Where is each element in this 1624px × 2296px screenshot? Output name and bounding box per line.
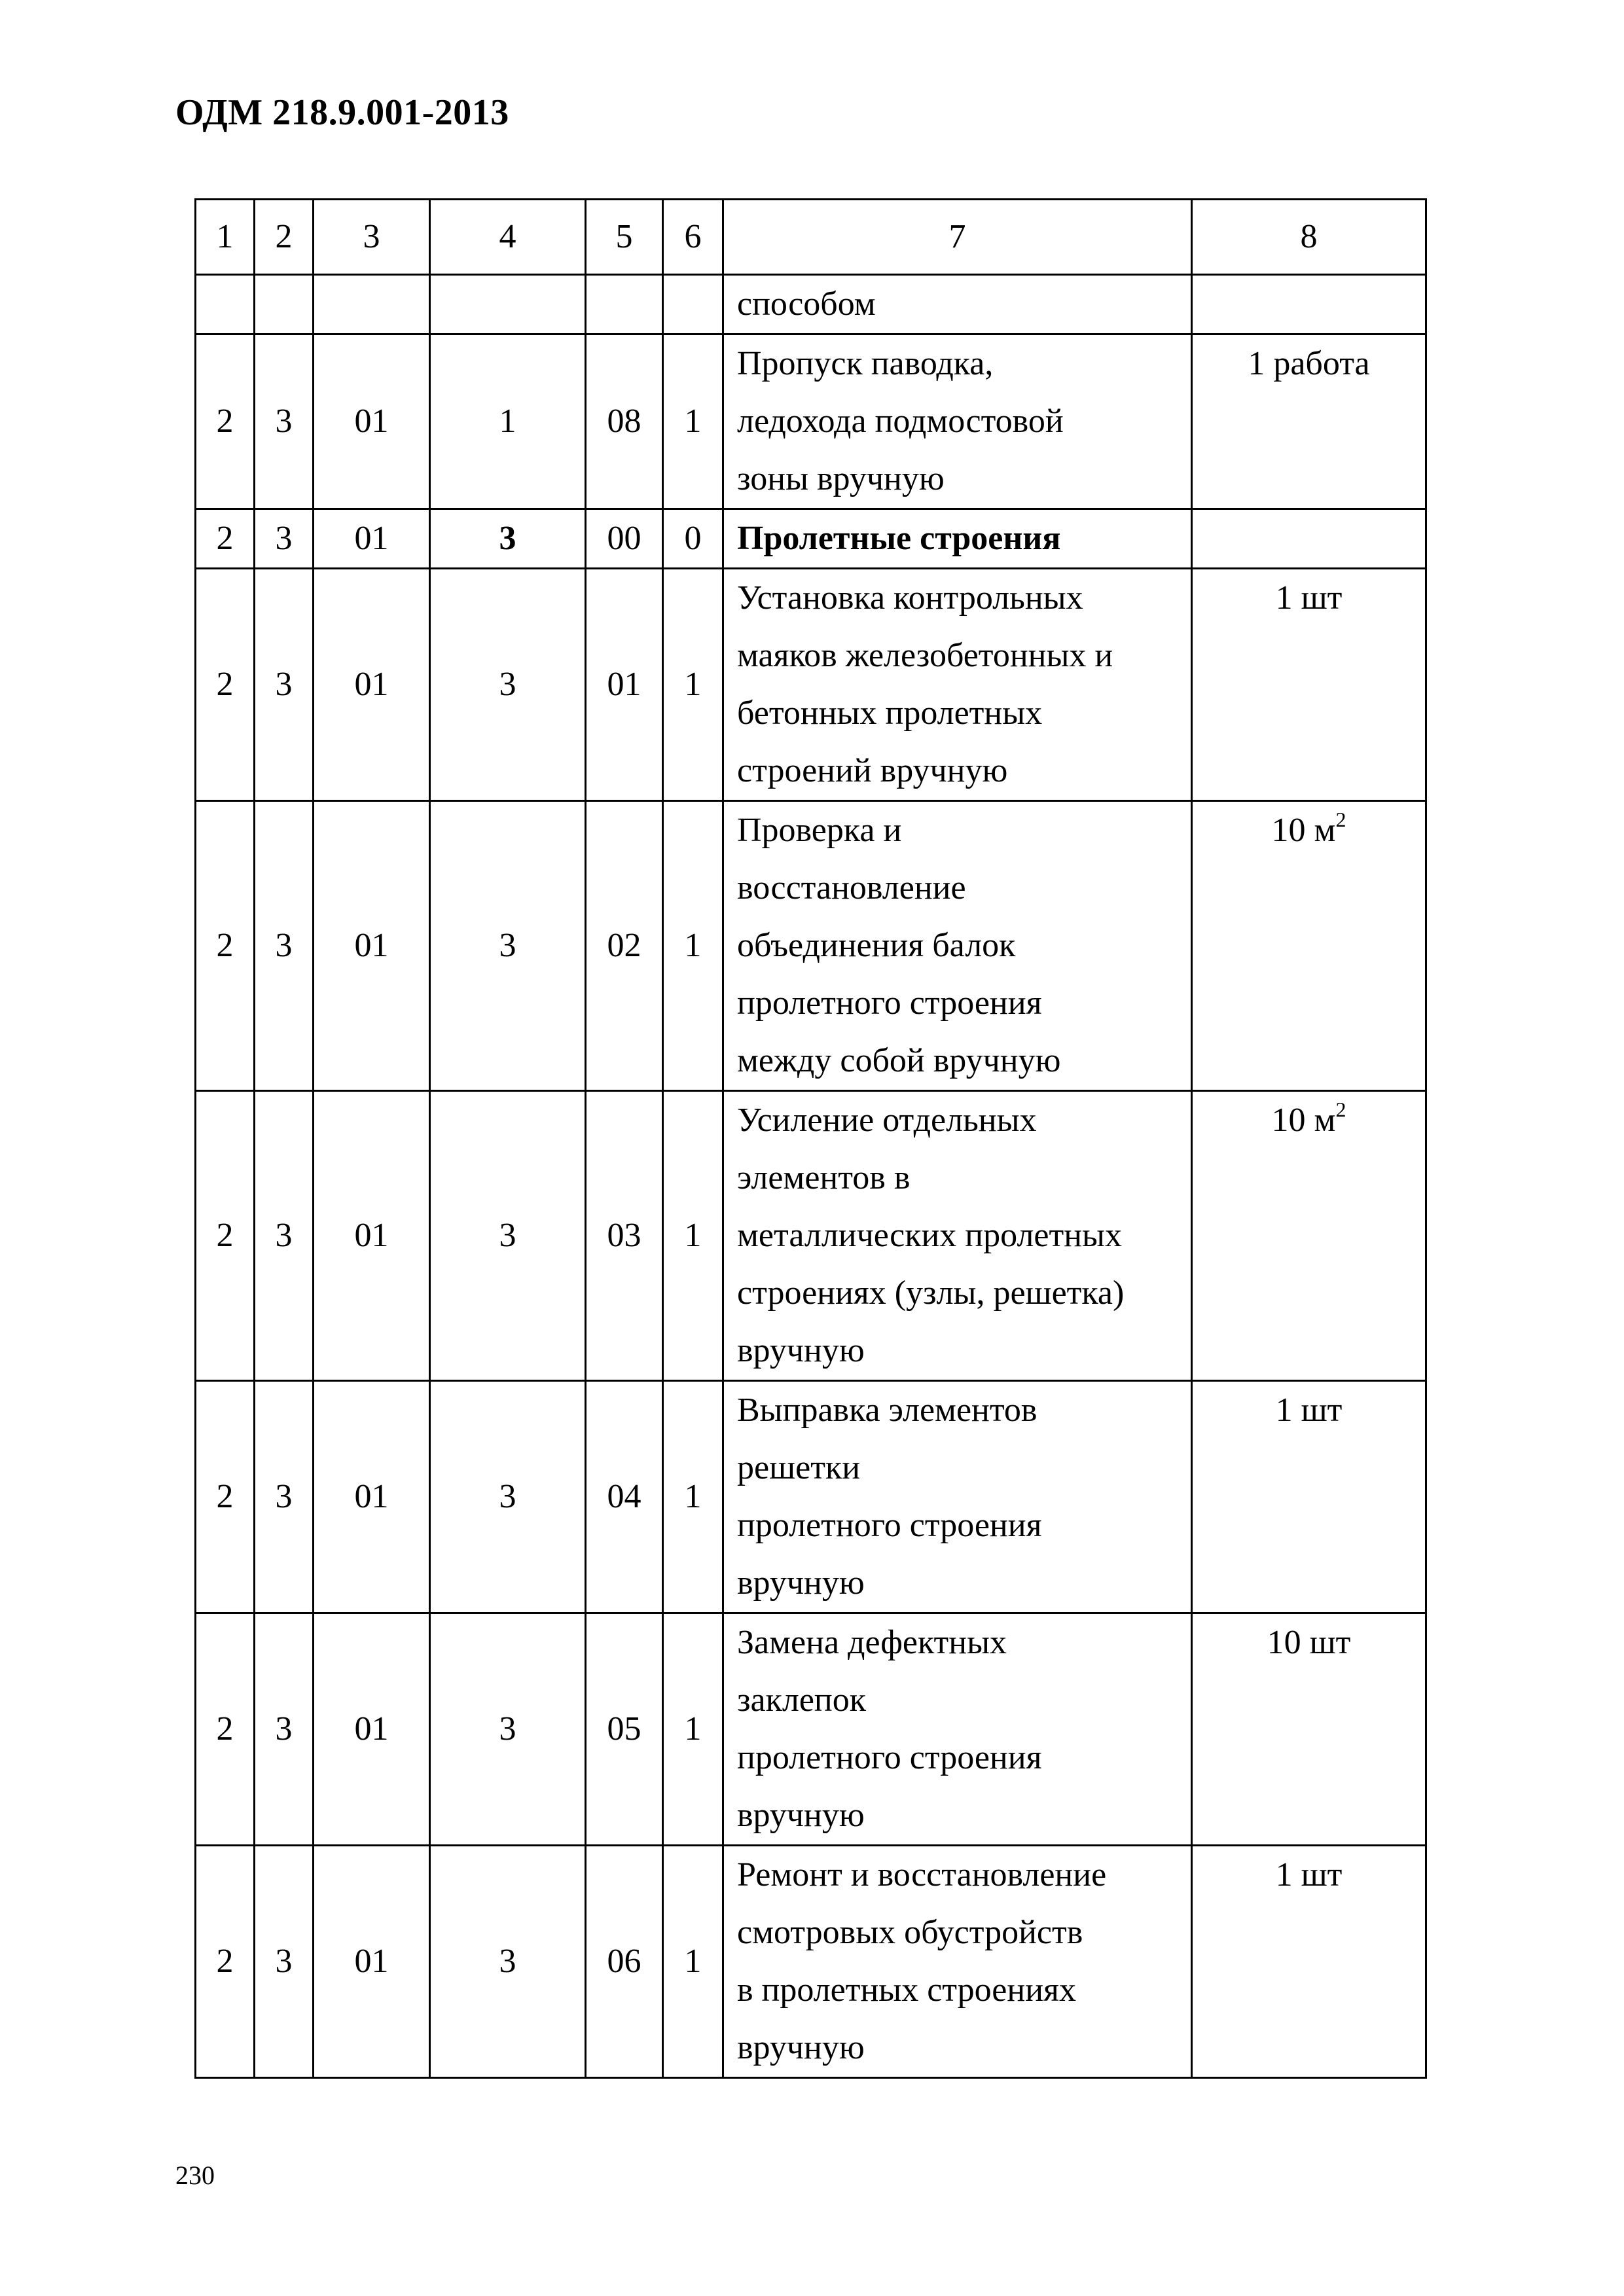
unit-superscript: 2	[1335, 807, 1346, 831]
description-line: Пропуск паводка,	[737, 345, 994, 382]
description-line: пролетного строения	[737, 1507, 1042, 1544]
code-cell-c6: 1	[663, 1846, 723, 2078]
document-code: ОДМ 218.9.001-2013	[175, 92, 509, 133]
unit-cell	[1192, 1381, 1426, 1613]
description-line: пролетного строения	[737, 984, 1042, 1022]
description-line: в пролетных строениях	[737, 1971, 1076, 2009]
table-row	[196, 569, 1426, 801]
code-cell-c4	[430, 275, 586, 334]
code-cell-c6: 1	[663, 1613, 723, 1846]
code-cell-c1: 2	[196, 334, 255, 509]
description-line: ледохода подмостовой	[737, 403, 1064, 440]
description-line: Усиление отдельных	[737, 1102, 1037, 1139]
code-cell-c2: 3	[255, 334, 314, 509]
unit-text: 10 м	[1271, 812, 1336, 849]
unit-text: 1 работа	[1248, 345, 1370, 382]
code-cell-c4: 3	[430, 801, 586, 1091]
unit-cell	[1192, 334, 1426, 509]
work-description-cell	[723, 1613, 1192, 1846]
description-line: Замена дефектных	[737, 1624, 1007, 1661]
description-line: зоны вручную	[737, 460, 945, 497]
code-cell-c5: 02	[586, 801, 663, 1091]
code-cell-c5: 01	[586, 569, 663, 801]
table-row	[196, 1091, 1426, 1381]
code-cell-c2: 3	[255, 1381, 314, 1613]
code-cell-c1	[196, 275, 255, 334]
description-line: вручную	[737, 1332, 865, 1369]
code-cell-c4: 1	[430, 334, 586, 509]
table-row	[196, 1381, 1426, 1613]
code-cell-c1: 2	[196, 801, 255, 1091]
code-cell-c5	[586, 275, 663, 334]
description-line: маяков железобетонных и	[737, 637, 1113, 674]
unit-cell	[1192, 1613, 1426, 1846]
description-line: Проверка и	[737, 812, 902, 849]
work-description-cell	[723, 1091, 1192, 1381]
code-cell-c3: 01	[314, 1846, 430, 2078]
code-cell-c6	[663, 275, 723, 334]
description-line: вручную	[737, 2029, 865, 2066]
table-row	[196, 275, 1426, 334]
code-cell-c6: 1	[663, 569, 723, 801]
unit-text: 10 шт	[1267, 1624, 1351, 1661]
code-cell-c2	[255, 275, 314, 334]
unit-cell	[1192, 569, 1426, 801]
code-cell-c1: 2	[196, 509, 255, 569]
description-line: металлических пролетных	[737, 1217, 1122, 1254]
description-line: способом	[737, 285, 876, 323]
code-cell-c3: 01	[314, 509, 430, 569]
code-cell-c3: 01	[314, 1091, 430, 1381]
code-cell-c6: 1	[663, 1381, 723, 1613]
code-cell-c2: 3	[255, 509, 314, 569]
code-cell-c4: 3	[430, 509, 586, 569]
unit-cell	[1192, 801, 1426, 1091]
code-cell-c5: 06	[586, 1846, 663, 2078]
table-row	[196, 801, 1426, 1091]
code-cell-c3: 01	[314, 1613, 430, 1846]
unit-cell	[1192, 275, 1426, 334]
code-cell-c1: 2	[196, 1846, 255, 2078]
code-cell-c3: 01	[314, 1381, 430, 1613]
classifier-table	[194, 198, 1427, 2079]
code-cell-c1: 2	[196, 1381, 255, 1613]
page-number: 230	[175, 2161, 215, 2190]
code-cell-c2: 3	[255, 801, 314, 1091]
code-cell-c3: 01	[314, 569, 430, 801]
code-cell-c6: 1	[663, 334, 723, 509]
unit-text: 1 шт	[1275, 579, 1343, 617]
code-cell-c5: 00	[586, 509, 663, 569]
table-row	[196, 1613, 1426, 1846]
description-line: строениях (узлы, решетка)	[737, 1274, 1125, 1312]
description-line: элементов в	[737, 1159, 911, 1196]
description-line: объединения балок	[737, 927, 1016, 964]
code-cell-c4: 3	[430, 569, 586, 801]
work-description-cell	[723, 1381, 1192, 1613]
code-cell-c2: 3	[255, 1613, 314, 1846]
code-cell-c5: 05	[586, 1613, 663, 1846]
work-description-cell	[723, 569, 1192, 801]
table-row	[196, 509, 1426, 569]
work-description-cell	[723, 509, 1192, 569]
column-header: 3	[314, 200, 430, 275]
description-line: Пролетные строения	[737, 520, 1061, 557]
work-description-cell	[723, 334, 1192, 509]
work-description-cell	[723, 801, 1192, 1091]
description-line: решетки	[737, 1449, 861, 1486]
table-row	[196, 1846, 1426, 2078]
unit-cell	[1192, 1091, 1426, 1381]
table-header-row	[196, 200, 1426, 275]
code-cell-c4: 3	[430, 1091, 586, 1381]
unit-cell	[1192, 509, 1426, 569]
code-cell-c2: 3	[255, 1091, 314, 1381]
description-line: между собой вручную	[737, 1042, 1061, 1079]
table-row	[196, 334, 1426, 509]
description-line: Ремонт и восстановление	[737, 1856, 1107, 1893]
unit-text: 1 шт	[1275, 1856, 1343, 1893]
code-cell-c4: 3	[430, 1846, 586, 2078]
code-cell-c6: 1	[663, 1091, 723, 1381]
code-cell-c2: 3	[255, 569, 314, 801]
description-line: смотровых обустройств	[737, 1914, 1083, 1951]
column-header: 2	[255, 200, 314, 275]
column-header: 6	[663, 200, 723, 275]
code-cell-c3: 01	[314, 334, 430, 509]
description-line: вручную	[737, 1564, 865, 1602]
column-header: 5	[586, 200, 663, 275]
code-cell-c3	[314, 275, 430, 334]
description-line: заклепок	[737, 1681, 867, 1719]
code-cell-c4: 3	[430, 1613, 586, 1846]
code-cell-c5: 03	[586, 1091, 663, 1381]
description-line: вручную	[737, 1797, 865, 1834]
description-line: строений вручную	[737, 752, 1008, 789]
column-header: 1	[196, 200, 255, 275]
column-header: 8	[1192, 200, 1426, 275]
unit-text: 10 м	[1271, 1102, 1336, 1139]
code-cell-c1: 2	[196, 569, 255, 801]
description-line: Установка контрольных	[737, 579, 1083, 617]
unit-text: 1 шт	[1275, 1391, 1343, 1429]
column-header: 4	[430, 200, 586, 275]
work-description-cell	[723, 275, 1192, 334]
description-line: пролетного строения	[737, 1739, 1042, 1776]
description-line: восстановление	[737, 869, 966, 906]
code-cell-c1: 2	[196, 1091, 255, 1381]
code-cell-c6: 1	[663, 801, 723, 1091]
column-header: 7	[723, 200, 1192, 275]
code-cell-c4: 3	[430, 1381, 586, 1613]
description-line: бетонных пролетных	[737, 694, 1043, 732]
unit-cell	[1192, 1846, 1426, 2078]
code-cell-c6: 0	[663, 509, 723, 569]
table-body	[196, 275, 1426, 2078]
code-cell-c5: 04	[586, 1381, 663, 1613]
work-description-cell	[723, 1846, 1192, 2078]
code-cell-c3: 01	[314, 801, 430, 1091]
code-cell-c1: 2	[196, 1613, 255, 1846]
unit-superscript: 2	[1335, 1097, 1346, 1121]
code-cell-c2: 3	[255, 1846, 314, 2078]
code-cell-c5: 08	[586, 334, 663, 509]
description-line: Выправка элементов	[737, 1391, 1038, 1429]
